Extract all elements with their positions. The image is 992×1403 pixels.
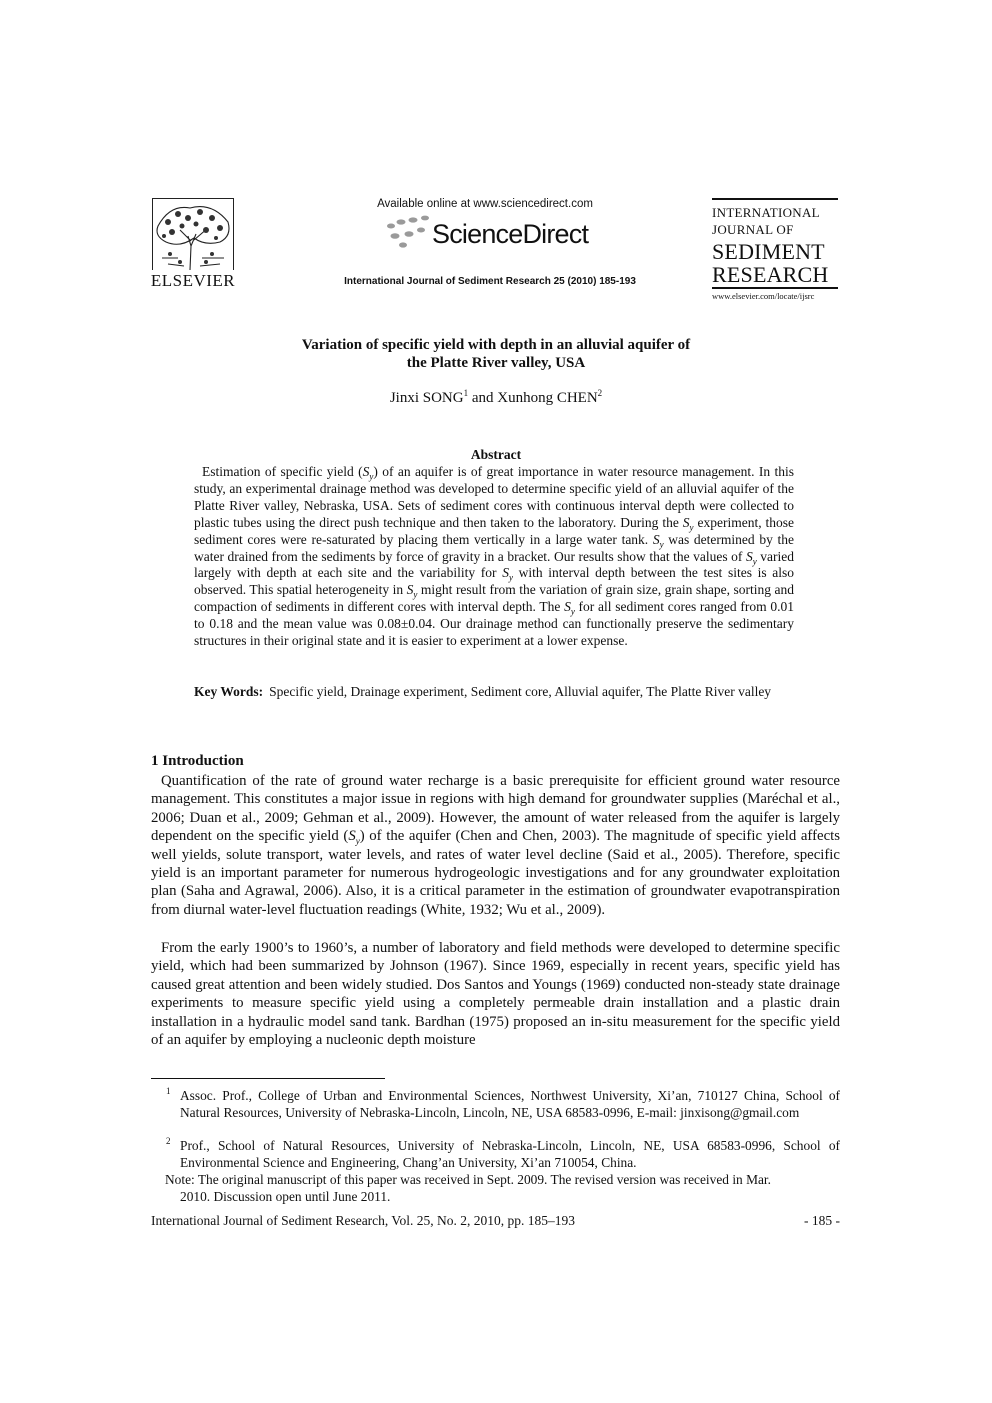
intro-paragraph-1	[151, 772, 840, 919]
sciencedirect-wordmark: ScienceDirect	[432, 219, 589, 249]
symbol-sy: $S_y$	[682, 514, 694, 533]
symbol-sy: $S_y$	[745, 548, 757, 567]
manuscript-note	[165, 1171, 840, 1205]
journal-citation-header: International Journal of Sediment Research 25 (2010) 185-193	[344, 276, 636, 287]
note-line-1: Note: The original manuscript of this paper was received in Sept. 2009. The revised version was received in Mar.	[165, 1172, 772, 1187]
author-2: Xunhong CHEN	[497, 390, 598, 406]
footnote-1	[166, 1086, 840, 1121]
elsevier-tree-icon	[150, 196, 236, 272]
abstract-heading: Abstract	[470, 447, 522, 462]
symbol-sy: $S_y$	[652, 531, 664, 550]
logo-url: www.elsevier.com/locate/ijsrc	[712, 291, 815, 301]
logo-top-rule	[712, 198, 838, 200]
author-1-affiliation-mark: 1	[463, 388, 469, 398]
footer-citation: International Journal of Sediment Research, Vol. 25, No. 2, 2010, pp. 185–193	[151, 1213, 575, 1228]
sciencedirect-dots-icon	[383, 214, 431, 250]
abstract-text: was determined by the water drained from the sediments by force of gravity in a bracket. Our results show that the values of	[194, 531, 794, 564]
keywords	[194, 683, 794, 700]
symbol-sy: $S_y$	[564, 599, 575, 617]
keywords-list: Specific yield, Drainage experiment, Sediment core, Alluvial aquifer, The Platte River valley	[269, 684, 772, 699]
publisher-name: ELSEVIER	[150, 271, 236, 290]
author-2-affiliation-mark: 2	[597, 388, 603, 398]
keywords-label: Key Words:	[194, 684, 264, 699]
footnote-2	[166, 1136, 840, 1171]
footnote-1-text: Assoc. Prof., College of Urban and Environmental Sciences, Northwest University, Xi’an, 710127 China, School of Natural Resources, University of Nebraska-Lincoln, Lincoln, NE, USA 68583-0996, E-mail: jinxisong@gmail.com	[180, 1088, 840, 1120]
author-1: Jinxi SONG	[389, 390, 464, 406]
abstract-text: might result from the variation of grain size, grain shape, sorting and compaction of sediments in different cores with interval depth. The	[194, 582, 794, 615]
journal-logo	[712, 198, 838, 301]
symbol-sy: $S_y$	[502, 565, 513, 584]
logo-line-2: JOURNAL OF	[712, 222, 794, 237]
author-separator: and	[468, 390, 498, 406]
footnote-rule	[151, 1078, 385, 1079]
abstract-text: Estimation of specific yield (	[202, 464, 363, 479]
article-title	[180, 336, 812, 372]
symbol-sy: $S_y$	[362, 464, 374, 482]
symbol-sy: $S_y$	[348, 828, 360, 847]
paragraph-text: ) of the aquifer (Chen and Chen, 2003). The magnitude of specific yield affects well yields, solute transport, water levels, and rates of water level decline (Said et al., 2005). Therefore, specific yield is an important parameter for numerous hydrogeologic investigations and for any groundwater exploitation plan (Saha and Agrawal, 2006). Also, it is a critical parameter in the estimation of groundwater evapotranspiration from diurnal water-level fluctuation readings (White, 1932; Wu et al., 2009).	[151, 828, 841, 918]
intro-paragraph-2: From the early 1900’s to 1960’s, a number of laboratory and field methods were developed to determine specific yield, which had been summarized by Johnson (1967). Since 1969, especially in recent years, specific yield has caused great attention and been widely studied. Dos Santos and Youngs (1969) conducted non-steady state drainage experiments to measure specific yield using a completely permeable drain installation and a plastic drain installation in a hydraulic model sand tank. Bardhan (1975) proposed an in-situ measurement for the specific yield of an aquifer by employing a nucleonic depth moisture	[151, 940, 840, 1049]
paragraph-text: Quantification of the rate of ground water recharge is a basic prerequisite for efficient ground water resource management. This constitutes a major issue in regions with high demand for groundwater supplies (Maréchal et al., 2006; Duan et al., 2009; Gehman et al., 2009). However, the amount of water released from the aquifer is largely dependent on the specific yield (	[151, 773, 840, 845]
abstract-text: ) of an aquifer is of great importance in water resource management. In this study, an experimental drainage method was developed to determine specific yield of an alluvial aquifer of the Platte River valley, Nebraska, USA. Sets of sediment cores with continuous interval depth were collected to plastic tubes using the direct push technique and then taken to the laboratory. During the	[194, 464, 794, 530]
abstract-text: with interval depth between the test sites is also observed. This spatial heterogeneity in	[194, 565, 794, 598]
title-line-2: the Platte River valley, USA	[406, 355, 586, 371]
logo-line-4: RESEARCH	[712, 262, 829, 287]
available-online-text: Available online at www.sciencedirect.com	[377, 198, 593, 210]
section-heading-introduction: 1 Introduction	[151, 753, 244, 769]
logo-line-1: INTERNATIONAL	[712, 205, 820, 220]
footnote-2-text: Prof., School of Natural Resources, University of Nebraska-Lincoln, Lincoln, NE, USA 68583-0996, School of Environmental Science and Engineering, Chang’an University, Xi’an 710054, China.	[180, 1138, 840, 1170]
footnote-2-mark: 2	[166, 1136, 171, 1146]
logo-bottom-rule	[712, 287, 838, 289]
page-number: - 185 -	[804, 1213, 840, 1228]
abstract-text: for all sediment cores ranged from 0.01 to 0.18 and the mean value was 0.08±0.04. Our drainage method can functionally preserve the sedimentary structures in their original state and it is easier to experiment at a lower expense.	[194, 599, 794, 649]
author-list	[180, 390, 812, 407]
title-line-1: Variation of specific yield with depth in an alluvial aquifer of	[301, 337, 691, 353]
logo-line-3: SEDIMENT	[712, 239, 825, 264]
note-line-2: 2010. Discussion open until June 2011.	[180, 1189, 391, 1204]
abstract-body	[194, 464, 794, 650]
symbol-sy: $S_y$	[406, 582, 418, 601]
footnote-1-mark: 1	[166, 1086, 171, 1096]
abstract-text: experiment, those sediment cores were re-saturated by placing them vertically in a large water tank.	[194, 514, 794, 547]
abstract-text: varied largely with depth at each site and the variability for	[194, 548, 795, 581]
